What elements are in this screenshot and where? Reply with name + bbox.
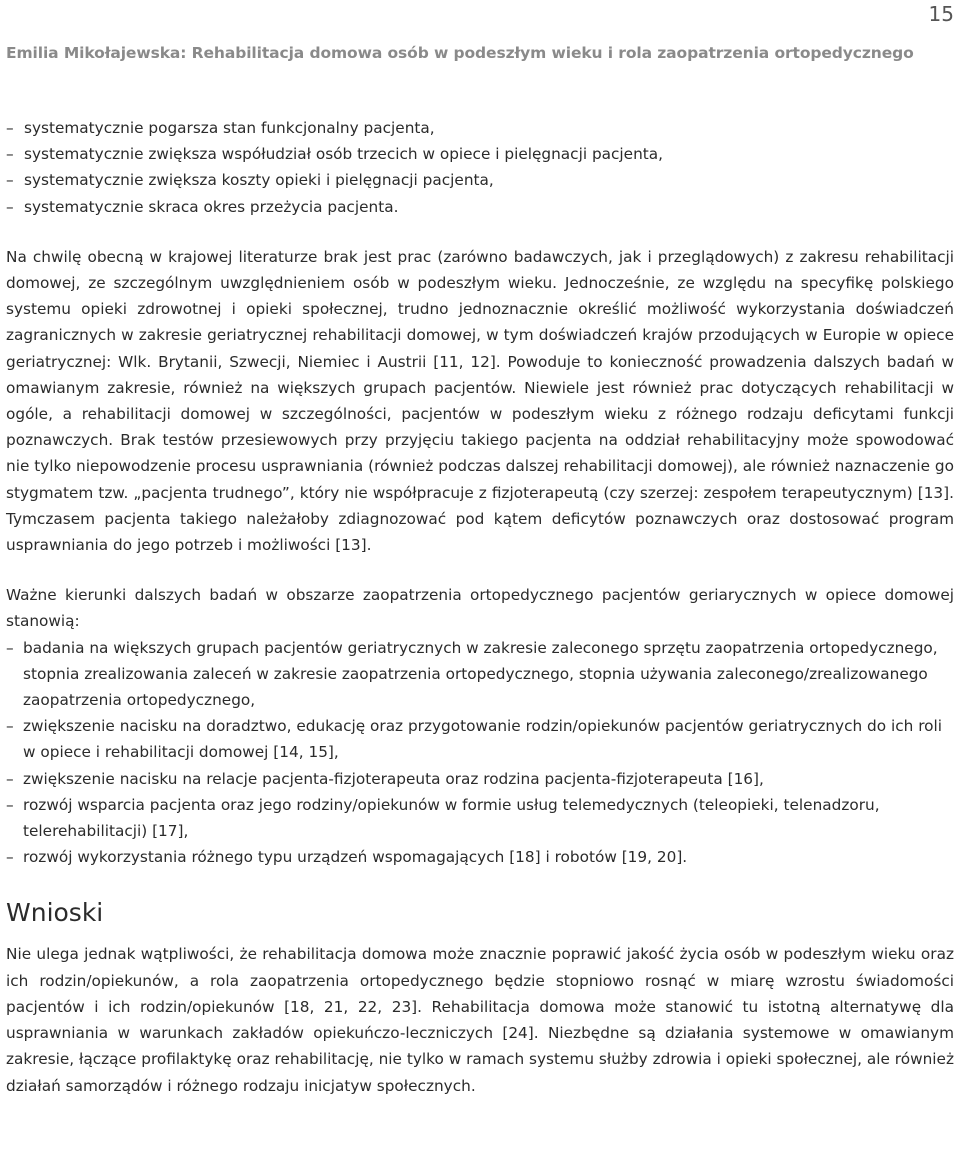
consequences-list: [6, 115, 954, 220]
body-paragraph: Na chwilę obecną w krajowej literaturze brak jest prac (zarówno badawczych, jak i przeglądowych) z zakresu rehabilitacji domowej, ze szczególnym uwzględnieniem osób w podeszłym wieku. Jednocześnie, ze względu na specyfikę polskiego systemu opieki zdrowotnej i opieki społecznej, trudno jednoznacznie określić możliwość wykorzystania doświadczeń zagranicznych w zakresie geriatrycznej rehabilitacji domowej, w tym doświadczeń krajów przodujących w Europie w opiece geriatrycznej: Wlk. Brytanii, Szwecji, Niemiec i Austrii [11, 12]. Powoduje to konieczność prowadzenia dalszych badań w omawianym zakresie, również na większych grupach pacjentów. Niewiele jest również prac dotyczących rehabilitacji w ogóle, a rehabilitacji domowej w szczególności, pacjentów w podeszłym wieku z różnego rodzaju deficytami funkcji poznawczych. Brak testów przesiewowych przy przyjęciu takiego pacjenta na oddział rehabilitacyjny może spowodować nie tylko niepowodzenie procesu usprawniania (również podczas dalszej rehabilitacji domowej), ale również naznaczenie go stygmatem tzw. „pacjenta trudnego”, który nie współpracuje z fizjoterapeutą (czy szerzej: zespołem terapeutycznym) [13]. Tymczasem pacjenta takiego należałoby zdiagnozować pod kątem deficytów poznawczych oraz dostosować program usprawniania do jego potrzeb i możliwości [13].: [6, 247, 954, 555]
list-item: – rozwój wykorzystania różnego typu urządzeń wspomagających [18] i robotów [19, 20].: [6, 844, 954, 870]
list-item: – zwiększenie nacisku na doradztwo, edukację oraz przygotowanie rodzin/opiekunów pacjentów geriatrycznych do ich roli w opiece i rehabilitacji domowej [14, 15],: [6, 713, 954, 765]
research-directions-list: [6, 635, 954, 871]
page-number: 15: [928, 2, 954, 26]
list-item: – systematycznie pogarsza stan funkcjonalny pacjenta,: [6, 115, 954, 141]
section-heading: Wnioski: [6, 898, 104, 928]
body-paragraph: Nie ulega jednak wątpliwości, że rehabilitacja domowa może znacznie poprawić jakość życia osób w podeszłym wieku oraz ich rodzin/opiekunów, a rola zaopatrzenia ortopedycznego będzie stopniowo rosnąć w miarę wzrostu świadomości pacjentów i ich rodzin/opiekunów [18, 21, 22, 23]. Rehabilitacja domowa może stanowić tu istotną alternatywę dla usprawniania w warunkach zakładów opiekuńczo-leczniczych [24]. Niezbędne są działania systemowe w omawianym zakresie, łączące profilaktykę oraz rehabilitację, nie tylko w ramach systemu służby zdrowia i opieki społecznej, ale również działań samorządów i różnego rodzaju inicjatyw społecznych.: [6, 945, 954, 1095]
list-item: – systematycznie skraca okres przeżycia pacjenta.: [6, 194, 954, 220]
list-item: – rozwój wsparcia pacjenta oraz jego rodziny/opiekunów w formie usług telemedycznych (teleopieki, telenadzoru, telerehabilitacji) [17],: [6, 792, 954, 844]
list-item: – systematycznie zwiększa współudział osób trzecich w opiece i pielęgnacji pacjenta,: [6, 141, 954, 167]
body-paragraph: Ważne kierunki dalszych badań w obszarze zaopatrzenia ortopedycznego pacjentów geriarycznych w opiece domowej stanowią:: [6, 586, 954, 631]
list-item: – zwiększenie nacisku na relacje pacjenta-fizjoterapeuta oraz rodzina pacjenta-fizjoterapeuta [16],: [6, 766, 954, 792]
list-item: – systematycznie zwiększa koszty opieki i pielęgnacji pacjenta,: [6, 167, 954, 193]
running-header: Emilia Mikołajewska: Rehabilitacja domowa osób w podeszłym wieku i rola zaopatrzenia ortopedycznego: [6, 44, 914, 62]
page-body: [6, 115, 954, 1099]
list-item: – badania na większych grupach pacjentów geriatrycznych w zakresie zaleconego sprzętu zaopatrzenia ortopedycznego, stopnia zrealizowania zaleceń w zakresie zaopatrzenia ortopedycznego, stopnia używania zaleconego/zrealizowanego zaopatrzenia ortopedycznego,: [6, 635, 954, 714]
